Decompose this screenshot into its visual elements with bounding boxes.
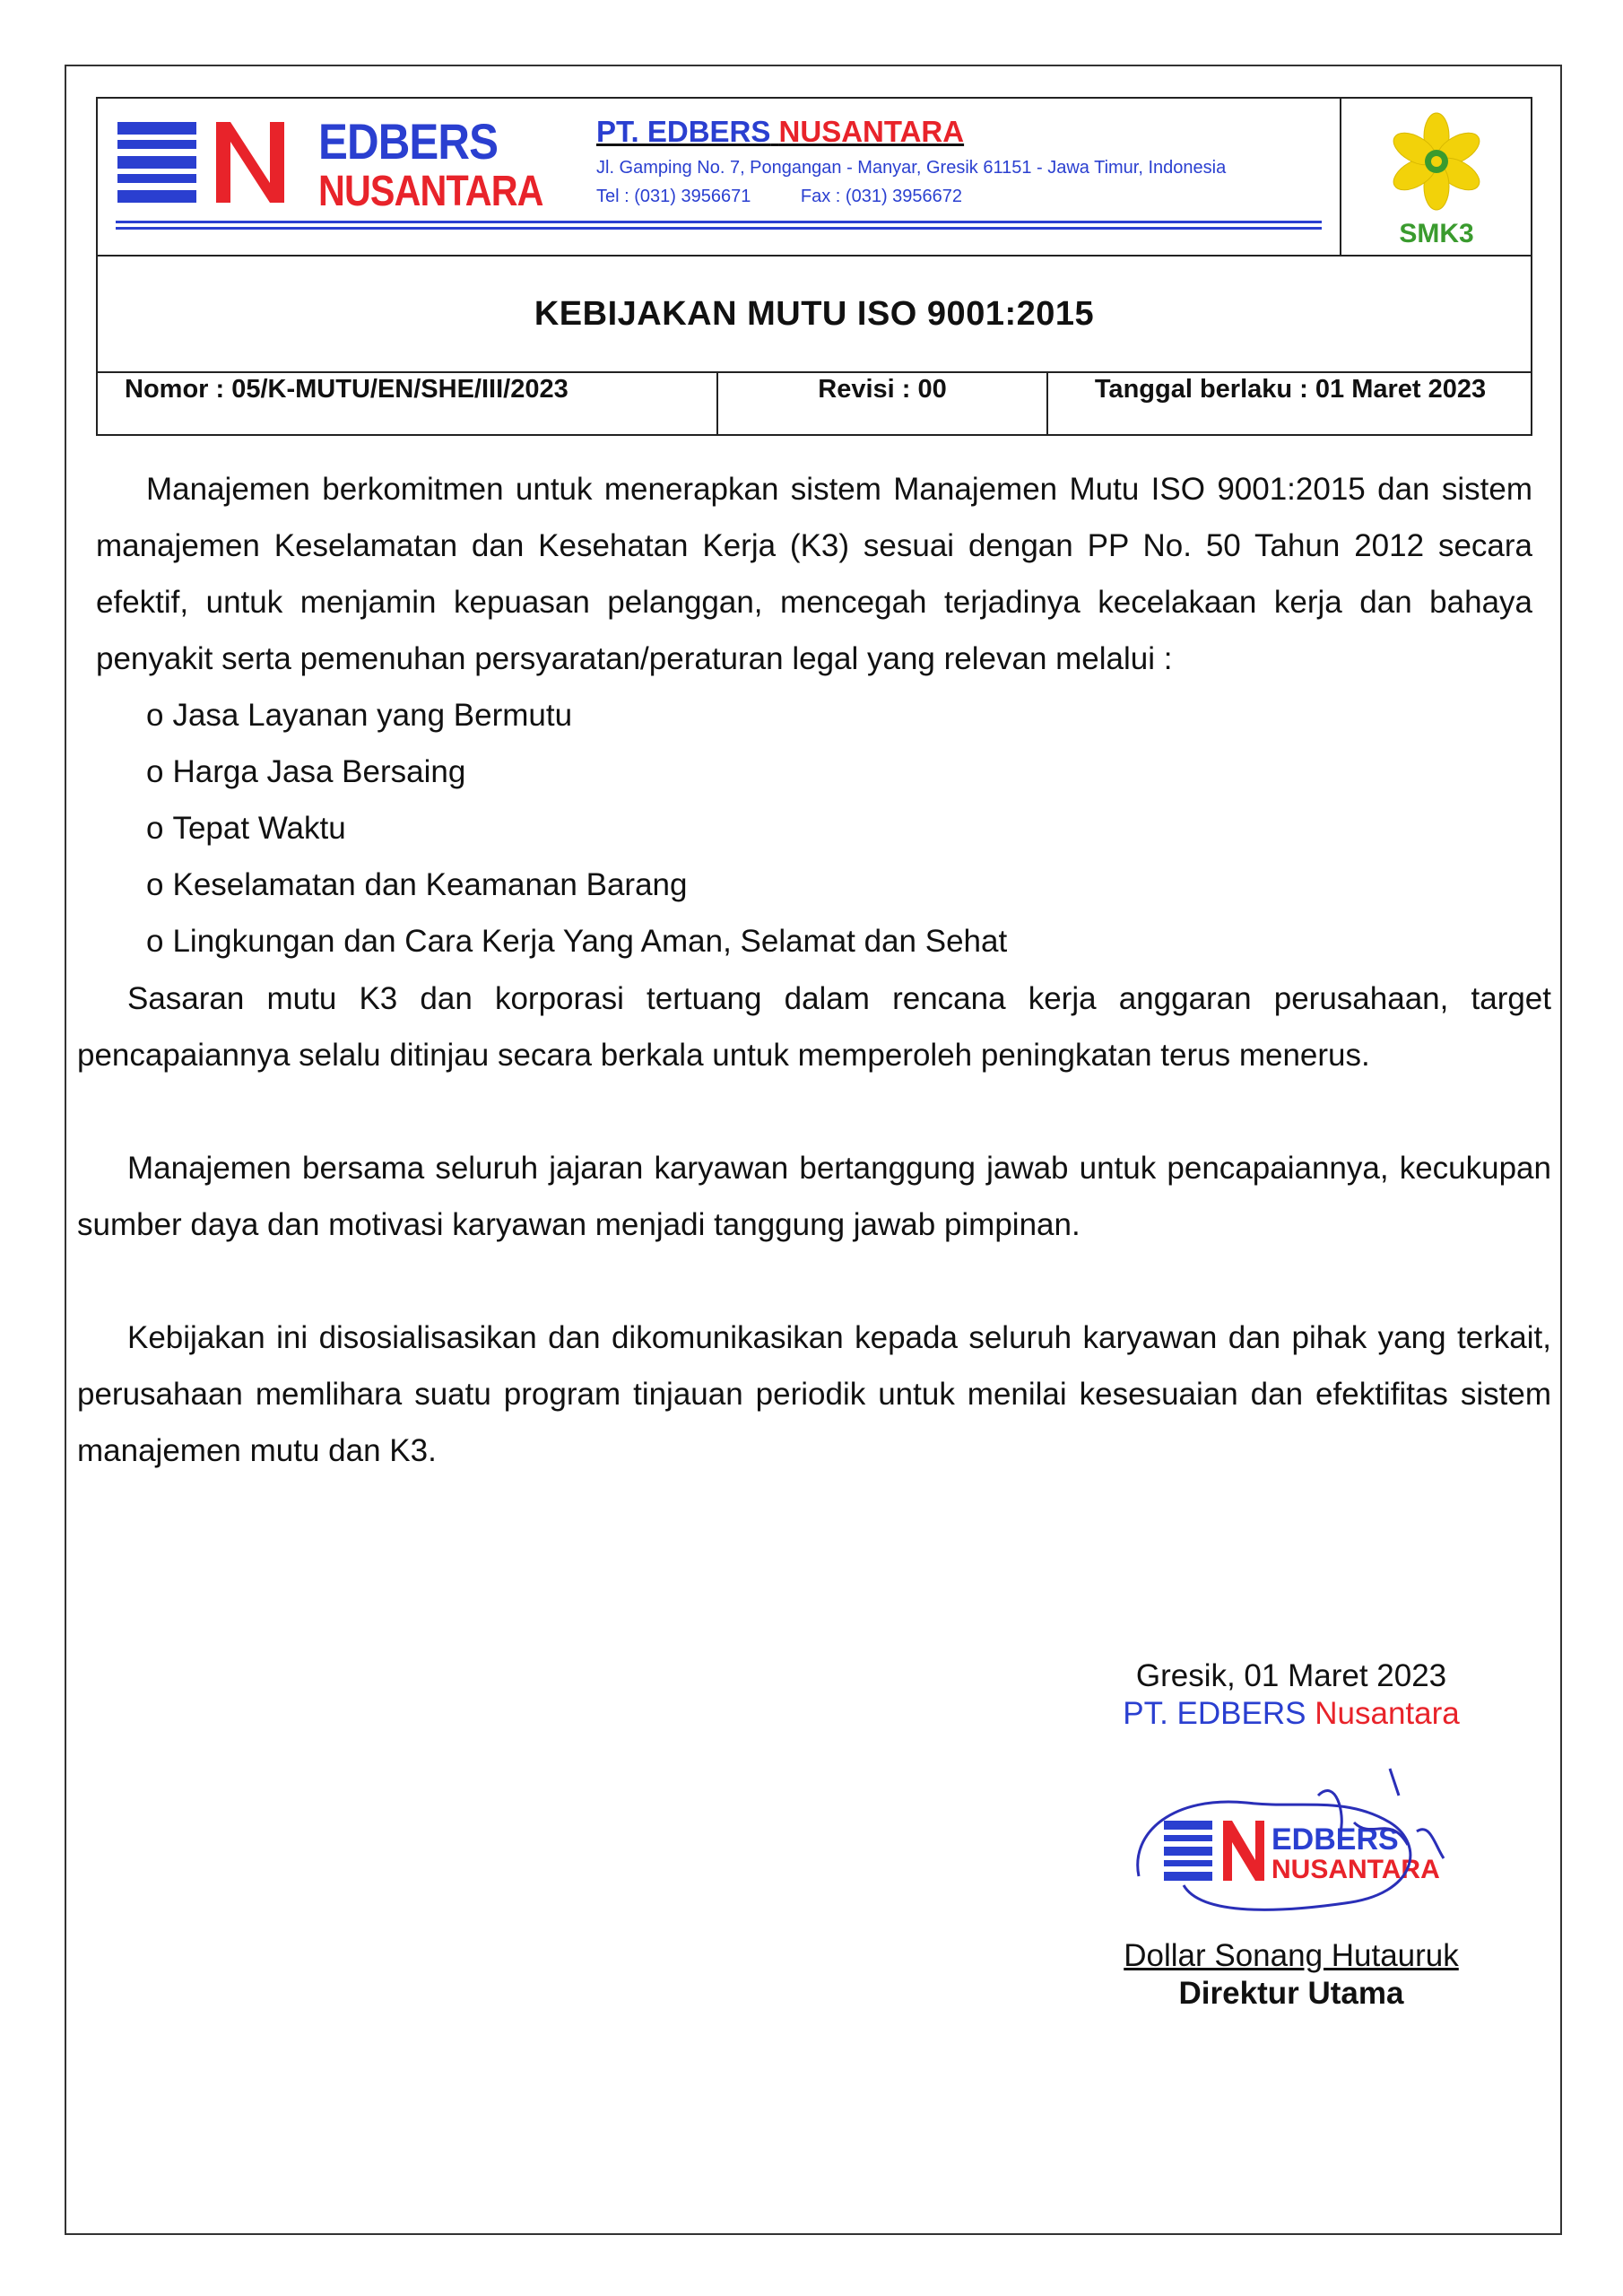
logo-line1: EDBERS (318, 113, 499, 170)
company-name-part1: PT. EDBERS (596, 115, 771, 148)
logo-line2: NUSANTARA (318, 168, 543, 215)
letterhead-cell (98, 99, 1341, 255)
logo-wordmark (318, 113, 579, 215)
objectives-paragraph: Sasaran mutu K3 dan korporasi tertuang dalam rencana kerja anggaran perusahaan, target pencapaiannya selalu ditinjau secara berkala untuk memperoleh peningkatan terus menerus. (77, 981, 1551, 1073)
smk3-emblem-icon (1341, 99, 1532, 255)
header-row (98, 99, 1531, 257)
company-fax: Fax : (031) 3956672 (800, 187, 963, 206)
company-address: Jl. Gamping No. 7, Pongangan - Manyar, Gresik 61151 - Jawa Timur, Indonesia (596, 158, 1227, 178)
place-date: Gresik, 01 Maret 2023 (1135, 1658, 1447, 1693)
policy-body (96, 461, 1532, 970)
list-item: o Keselamatan dan Keamanan Barang (146, 857, 1532, 913)
document-number: Nomor : 05/K-MUTU/EN/SHE/III/2023 (98, 373, 718, 436)
document-revision: Revisi : 00 (718, 373, 1048, 436)
signature-block (1040, 1657, 1542, 1733)
header-rule-top (116, 221, 1322, 223)
document-title: KEBIJAKAN MUTU ISO 9001:2015 (534, 295, 1095, 333)
company-logo-icon (117, 120, 306, 210)
signer-name: Dollar Sonang Hutauruk (1124, 1938, 1459, 1973)
header-rule-bottom (116, 227, 1322, 230)
document-effective-date: Tanggal berlaku : 01 Maret 2023 (1094, 375, 1487, 404)
signature-stamp-icon (1121, 1760, 1480, 1930)
company-name (596, 115, 964, 149)
meta-row (98, 373, 1531, 436)
signature-company-part2: Nusantara (1315, 1696, 1460, 1731)
signature-company-part1: PT. EDBERS (1123, 1696, 1306, 1731)
title-row (98, 257, 1531, 373)
company-contact (596, 187, 962, 207)
list-item: o Harga Jasa Bersaing (146, 744, 1532, 800)
socialization-paragraph: Kebijakan ini disosialisasikan dan dikomunikasikan kepada seluruh karyawan dan pihak yang terkait, perusahaan memlihara suatu program tinjauan periodik untuk menilai kesesuaian dan efektifitas sistem manajemen mutu dan K3. (77, 1320, 1551, 1468)
signature-company (1040, 1695, 1542, 1733)
intro-paragraph: Manajemen berkomitmen untuk menerapkan sistem Manajemen Mutu ISO 9001:2015 dan sistem manajemen Keselamatan dan Kesehatan Kerja (K3) sesuai dengan PP No. 50 Tahun 2012 secara efektif, untuk menjamin kepuasan pelanggan, mencegah terjadinya kecelakaan kerja dan bahaya penyakit serta pemenuhan persyaratan/peraturan legal yang relevan melalui : (96, 472, 1532, 676)
responsibility-paragraph: Manajemen bersama seluruh jajaran karyawan bertanggung jawab untuk pencapaiannya, kecukupan sumber daya dan motivasi karyawan menjadi tanggung jawab pimpinan. (77, 1151, 1551, 1242)
stamp-line2: NUSANTARA (1271, 1855, 1440, 1884)
list-item: o Jasa Layanan yang Bermutu (146, 687, 1532, 744)
document-header-table (96, 97, 1532, 436)
list-item: o Tepat Waktu (146, 800, 1532, 857)
stamp-line1: EDBERS (1271, 1822, 1399, 1857)
commitment-list (96, 687, 1532, 970)
company-name-part2: NUSANTARA (778, 115, 965, 148)
smk3-cell (1341, 99, 1532, 255)
list-item: o Lingkungan dan Cara Kerja Yang Aman, Selamat dan Sehat (146, 913, 1532, 970)
signer-block (1040, 1937, 1542, 2013)
company-tel: Tel : (031) 3956671 (596, 187, 751, 206)
signer-title: Direktur Utama (1178, 1976, 1404, 2011)
smk3-label: SMK3 (1399, 219, 1474, 248)
